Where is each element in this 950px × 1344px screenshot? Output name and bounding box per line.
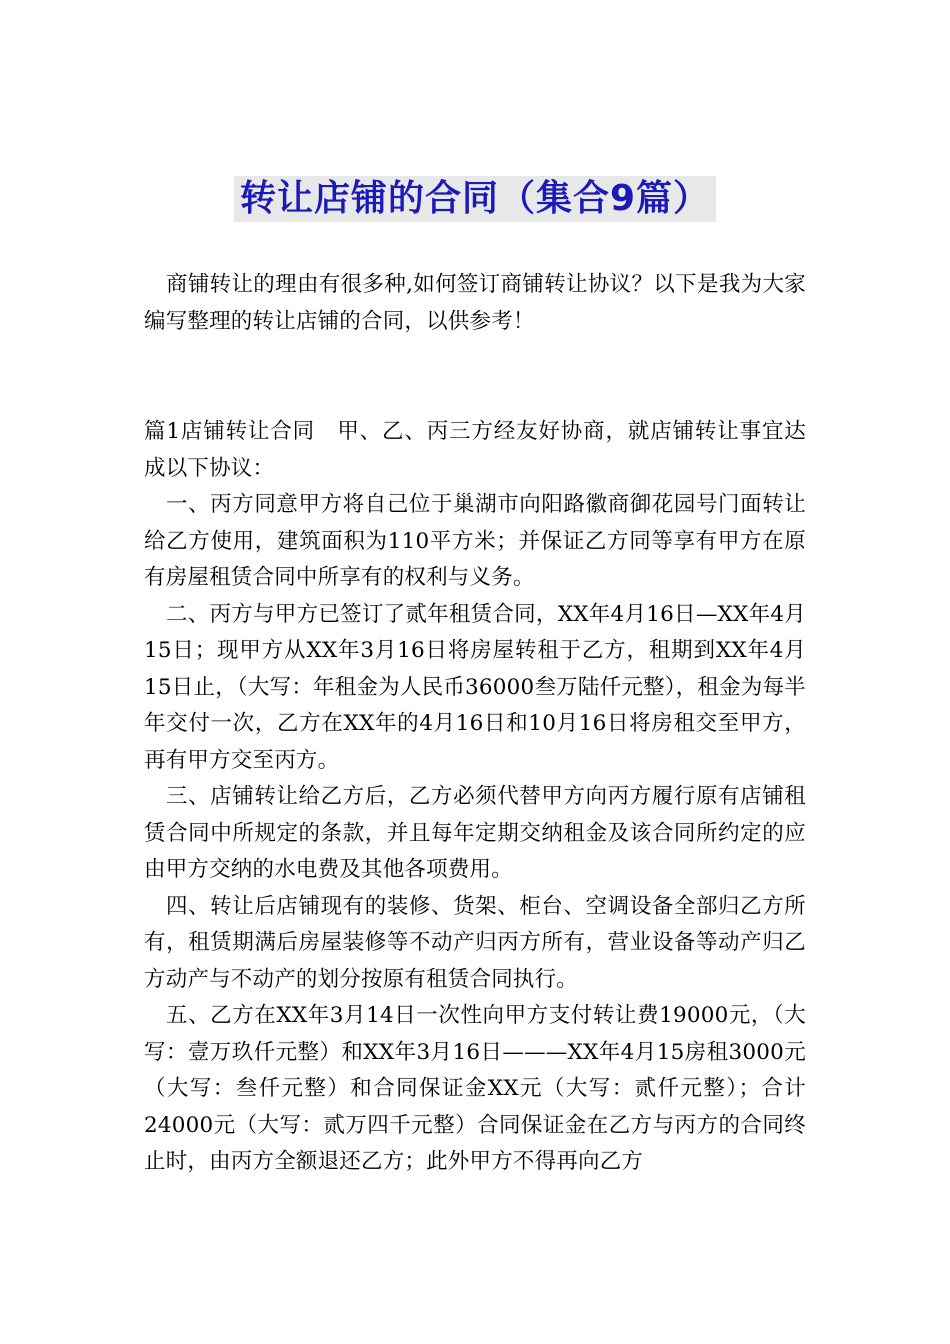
clause-paragraph-4: 四、转让后店铺现有的装修、货架、柜台、空调设备全部归乙方所有，租赁期满后房屋装修等不动产归丙方所有，营业设备等动产归乙方动产与不动产的划分按原有租赁合同执行。 — [144, 893, 806, 992]
intro-paragraph: 商铺转让的理由有很多种,如何签订商铺转让协议？以下是我为大家编写整理的转让店铺的合同，以供参考！ — [144, 272, 806, 334]
intro-section — [144, 267, 806, 340]
clause-paragraph-3: 三、店铺转让给乙方后，乙方必须代替甲方向丙方履行原有店铺租赁合同中所规定的条款，并且每年定期交纳租金及该合同所约定的应由甲方交纳的水电费及其他各项费用。 — [144, 784, 806, 882]
clause-paragraph-5: 五、乙方在XX年3月14日一次性向甲方支付转让费19000元，（大写：壹万玖仟元整）和XX年3月16日———XX年4月15房租3000元（大写：叁仟元整）和合同保证金XX元（大写：贰仟元整）；合计24000元（大写：贰万四千元整）合同保证金在乙方与丙方的合同终止时，由丙方全额退还乙方；此外甲方不得再向乙方 — [144, 1003, 806, 1174]
clause-paragraph-1: 一、丙方同意甲方将自己位于巢湖市向阳路徽商御花园号门面转让给乙方使用，建筑面积为110平方米；并保证乙方同等享有甲方在原有房屋租赁合同中所享有的权利与义务。 — [144, 492, 806, 590]
clause-paragraph-2: 二、丙方与甲方已签订了贰年租赁合同，XX年4月16日—XX年4月15日；现甲方从XX年3月16日将房屋转租于乙方，租期到XX年4月15日止，（大写：年租金为人民币36000叁万陆仟元整），租金为每半年交付一次，乙方在XX年的4月16日和10月16日将房租交至甲方，再有甲方交至丙方。 — [144, 601, 806, 773]
document-title: 转让店铺的合同（集合9篇） — [234, 176, 716, 222]
contract-body — [144, 414, 806, 1181]
title-container — [0, 176, 950, 222]
contract-heading-paragraph: 篇1店铺转让合同 甲、乙、丙三方经友好协商，就店铺转让事宜达成以下协议： — [144, 419, 806, 481]
